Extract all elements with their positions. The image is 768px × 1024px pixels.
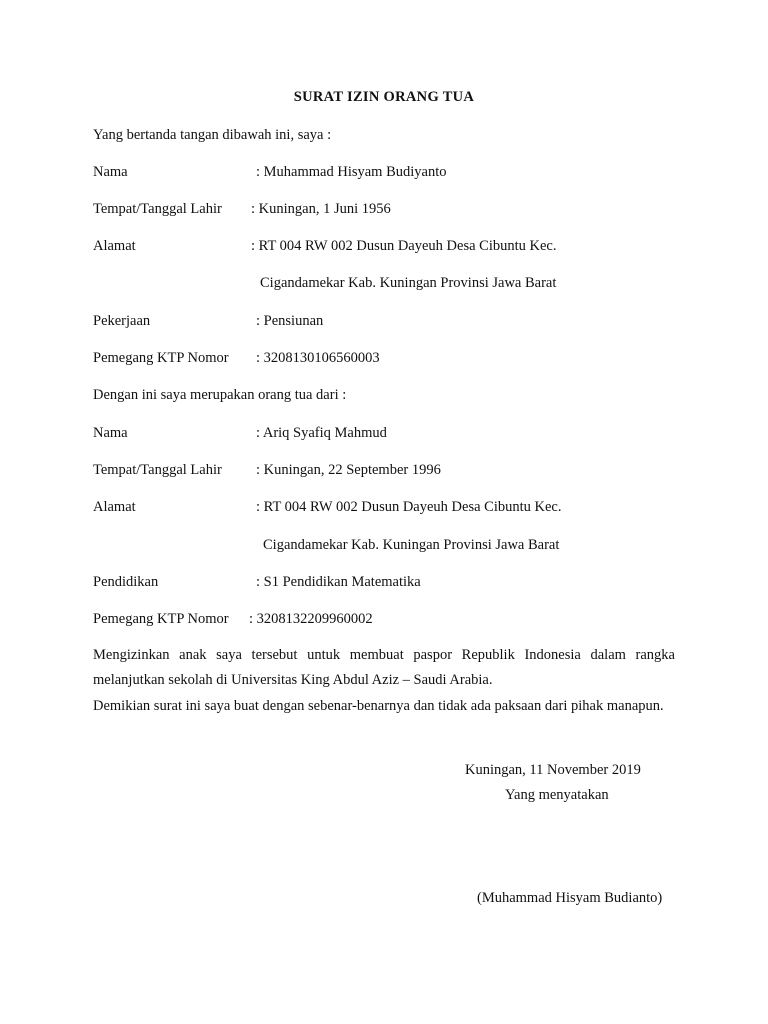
signature-place-date: Kuningan, 11 November 2019 [465, 762, 641, 778]
parent-ktp-value: : 3208130106560003 [256, 350, 380, 366]
child-intro-text: Dengan ini saya merupakan orang tua dari : [93, 387, 347, 403]
parent-alamat-label: Alamat [93, 238, 136, 254]
parent-nama-label: Nama [93, 164, 128, 180]
signature-statement: Yang menyatakan [505, 787, 609, 803]
closing-paragraph: Demikian surat ini saya buat dengan sebenar-benarnya dan tidak ada paksaan dari pihak manapun. [93, 698, 664, 714]
child-pendidikan-label: Pendidikan [93, 574, 159, 590]
child-ttl-value: : Kuningan, 22 September 1996 [256, 462, 441, 478]
parent-pekerjaan-label: Pekerjaan [93, 313, 151, 329]
child-ktp-label: Pemegang KTP Nomor [93, 611, 229, 627]
child-pendidikan-value: : S1 Pendidikan Matematika [256, 574, 421, 590]
parent-alamat-value-1: : RT 004 RW 002 Dusun Dayeuh Desa Cibuntu Kec. [251, 238, 557, 254]
child-alamat-label: Alamat [93, 499, 136, 515]
parent-ttl-value: : Kuningan, 1 Juni 1956 [251, 201, 391, 217]
child-ktp-value: : 3208132209960002 [249, 611, 373, 627]
signatory-name: (Muhammad Hisyam Budianto) [477, 890, 663, 906]
parent-alamat-value-2: Cigandamekar Kab. Kuningan Provinsi Jawa Barat [260, 275, 557, 291]
permission-paragraph: Mengizinkan anak saya tersebut untuk membuat paspor Republik Indonesia dalam rangka melanjutkan sekolah di Universitas King Abdul Aziz – Saudi Arabia. [93, 647, 675, 688]
child-nama-label: Nama [93, 425, 128, 441]
letter-title: SURAT IZIN ORANG TUA [293, 89, 475, 105]
child-alamat-value-2: Cigandamekar Kab. Kuningan Provinsi Jawa Barat [263, 537, 560, 553]
child-alamat-value-1: : RT 004 RW 002 Dusun Dayeuh Desa Cibuntu Kec. [256, 499, 562, 515]
parent-pekerjaan-value: : Pensiunan [256, 313, 324, 329]
child-nama-value: : Ariq Syafiq Mahmud [256, 425, 387, 441]
intro-text: Yang bertanda tangan dibawah ini, saya : [93, 127, 332, 143]
child-ttl-label: Tempat/Tanggal Lahir [93, 462, 222, 478]
parent-ktp-label: Pemegang KTP Nomor [93, 350, 229, 366]
parent-nama-value: : Muhammad Hisyam Budiyanto [256, 164, 447, 180]
parent-ttl-label: Tempat/Tanggal Lahir [93, 201, 222, 217]
